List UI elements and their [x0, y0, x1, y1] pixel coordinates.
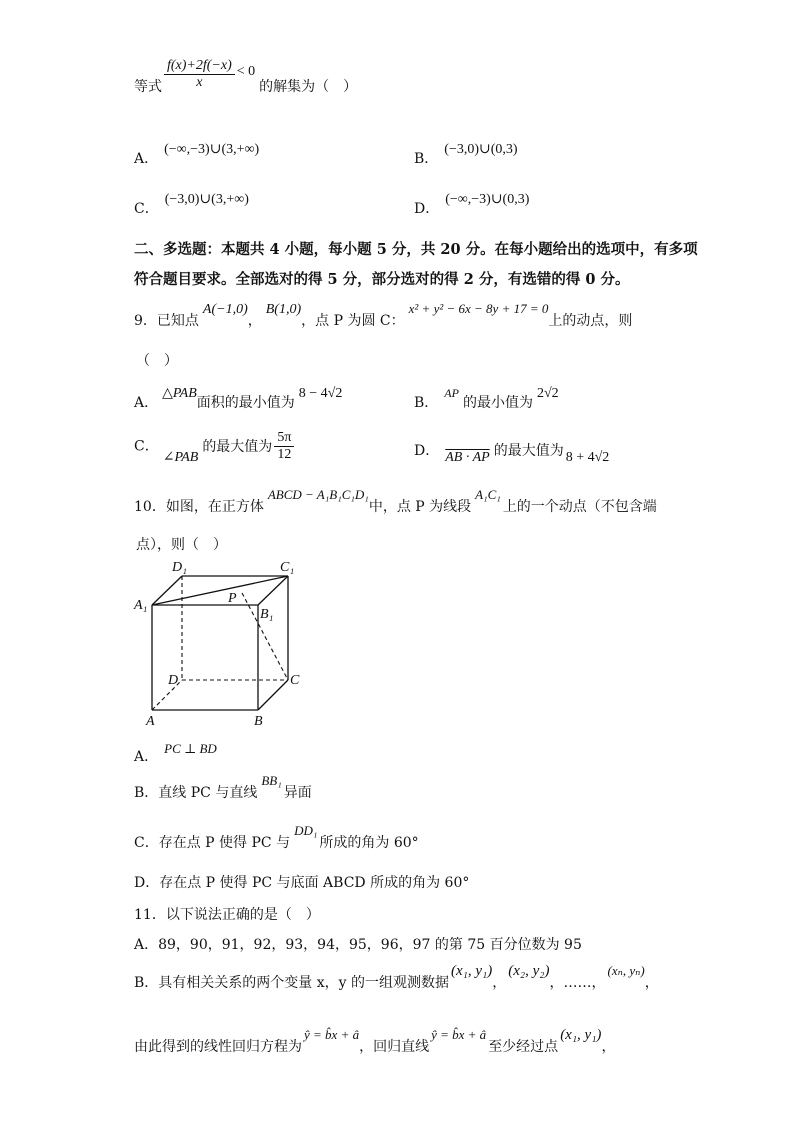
q9-option-a [134, 382, 343, 411]
q9-option-d [414, 440, 610, 465]
label-d: D [168, 673, 179, 688]
q8-suffix: 的解集为（ ） [259, 78, 358, 95]
option-math: PC ⊥ BD [164, 741, 217, 756]
q9-circle-eq: x² + y² − 6x − 8y + 17 = 0 [408, 301, 549, 316]
separator: ， [601, 1039, 616, 1055]
q9-point-a: A(−1,0) [202, 302, 248, 317]
option-text: 直线 PC 与直线 [158, 785, 258, 801]
q8-option-b [414, 138, 518, 167]
q11-point-n: (xₙ, yₙ) [607, 963, 645, 978]
q10-option-b [134, 770, 312, 801]
q9-option-b [414, 382, 559, 411]
label-b1: B₁ [260, 607, 274, 622]
q11-option-b-line1 [134, 960, 659, 991]
q8-option-a [134, 138, 260, 167]
q9-tail: 上的动点，则 [548, 313, 633, 329]
q8-relation: < 0 [236, 63, 256, 79]
fraction-numerator: 5π [274, 430, 294, 447]
section-heading-line1: 二、多选题：本题共 4 小题，每小题 5 分，共 20 分。在每小题给出的选项中，有多项 [134, 241, 698, 258]
q10-cube: ABCD − A₁B₁C₁D₁ [267, 487, 369, 502]
option-math: ∠PAB [162, 449, 199, 465]
option-text: 的最大值为 [493, 443, 564, 459]
option-value: (−3,0)∪(3,+∞) [164, 192, 249, 207]
q9-paren: （ ） [136, 353, 178, 369]
option-math: AB · AP [445, 450, 490, 465]
q10-tail: 上的一个动点（不包含端 [502, 499, 657, 515]
label-d1: D₁ [172, 560, 187, 575]
option-text: 的最大值为 [202, 438, 273, 455]
q9-sep: ， [247, 313, 262, 329]
q8-stem [134, 58, 358, 95]
label-c: C [290, 673, 300, 688]
q9-number: 9．已知点 [134, 313, 199, 329]
option-label: B． [414, 395, 439, 411]
option-label: A． [134, 151, 159, 167]
option-text: 存在点 P 使得 PC 与 [158, 835, 291, 851]
option-text: 面积的最小值为 [196, 395, 295, 411]
q11-option-a: A．89，90，91，92，93，94，95，96，97 的第 75 百分位数为 95 [134, 937, 582, 953]
option-math: AP [444, 386, 459, 400]
option-value: 2√2 [536, 386, 559, 401]
q10-stem [134, 484, 657, 515]
q10-segment: A₁C₁ [475, 487, 501, 502]
option-text: 由此得到的线性回归方程为 [134, 1039, 302, 1055]
option-text: ，回归直线 [359, 1039, 430, 1055]
label-a: A [146, 714, 155, 729]
q10-number: 10．如图，在正方体 [134, 499, 264, 515]
option-label: D． [134, 875, 160, 891]
q11-point-1: (x₁, y₁) [560, 1027, 602, 1043]
q9-mid: ，点 P 为圆 C： [301, 313, 405, 329]
option-value-fraction [274, 430, 294, 463]
option-math: DD₁ [294, 823, 318, 838]
q11-point-1: (x₁, y₁) [451, 963, 493, 979]
option-text: 存在点 P 使得 PC 与底面 ABCD 所成的角为 60° [159, 875, 470, 891]
option-math: BB₁ [261, 773, 282, 788]
option-label: C． [134, 201, 159, 217]
cube-figure [130, 558, 310, 732]
option-value: 8 + 4√2 [565, 450, 610, 465]
segment-a1c1 [152, 576, 288, 605]
q9-stem [134, 300, 633, 329]
q8-option-c [134, 188, 249, 217]
label-c1: C₁ [280, 560, 295, 575]
section-heading-line2: 符合题目要求。全部选对的得 5 分，部分选对的得 2 分，有选错的得 0 分。 [134, 271, 630, 288]
option-text: 所成的角为 60° [319, 835, 419, 851]
option-value: (−3,0)∪(0,3) [444, 142, 518, 157]
q8-option-d [414, 188, 530, 217]
label-a1: A₁ [134, 598, 148, 613]
q8-fraction [164, 58, 235, 91]
option-text: 异面 [283, 785, 312, 801]
separator: ， [644, 975, 659, 991]
option-value: (−∞,−3)∪(0,3) [445, 192, 530, 207]
q9-point-b: B(1,0) [265, 302, 302, 317]
separator: ，……， [549, 975, 606, 991]
q8-denominator: x [196, 75, 203, 90]
option-label: D． [414, 443, 440, 459]
edge-bc [258, 680, 288, 710]
option-label: D． [414, 201, 440, 217]
fraction-denominator: 12 [277, 447, 292, 462]
option-value: (−∞,−3)∪(3,+∞) [164, 142, 260, 157]
q11-regression-eq: ŷ = b̂x + â [304, 1027, 360, 1042]
q9-option-c [134, 430, 294, 463]
q10-option-c [134, 820, 419, 851]
option-label: A． [134, 749, 159, 765]
q11-stem: 11．以下说法正确的是（ ） [134, 907, 320, 923]
option-label: C． [134, 835, 159, 851]
option-value: 8 − 4√2 [298, 386, 343, 401]
q11-regression-eq: ŷ = b̂x + â [431, 1027, 487, 1042]
q10-mid: 中，点 P 为线段 [368, 499, 472, 515]
q10-option-a [134, 738, 217, 765]
q8-numerator: f(x)+2f(−x) [164, 58, 235, 75]
q8-prefix: 等式 [134, 78, 162, 95]
label-b: B [254, 714, 263, 729]
q10-stem-line2: 点），则（ ） [136, 537, 227, 553]
separator: ， [492, 975, 507, 991]
option-text: 至少经过点 [488, 1039, 559, 1055]
label-p: P [228, 591, 237, 606]
edge-b1c1 [258, 576, 288, 605]
edge-a1d1 [152, 576, 182, 605]
q11-option-b-line2 [134, 1024, 616, 1055]
option-label: C． [134, 438, 159, 455]
option-label: B． [134, 785, 159, 801]
option-label: A． [134, 395, 159, 411]
option-text: 的最小值为 [462, 395, 533, 411]
option-text: B．具有相关关系的两个变量 x，y 的一组观测数据 [134, 975, 449, 991]
q11-point-2: (x₂, y₂) [508, 963, 550, 979]
option-label: B． [414, 151, 439, 167]
q10-option-d [134, 872, 469, 892]
option-math: △PAB [162, 386, 197, 401]
